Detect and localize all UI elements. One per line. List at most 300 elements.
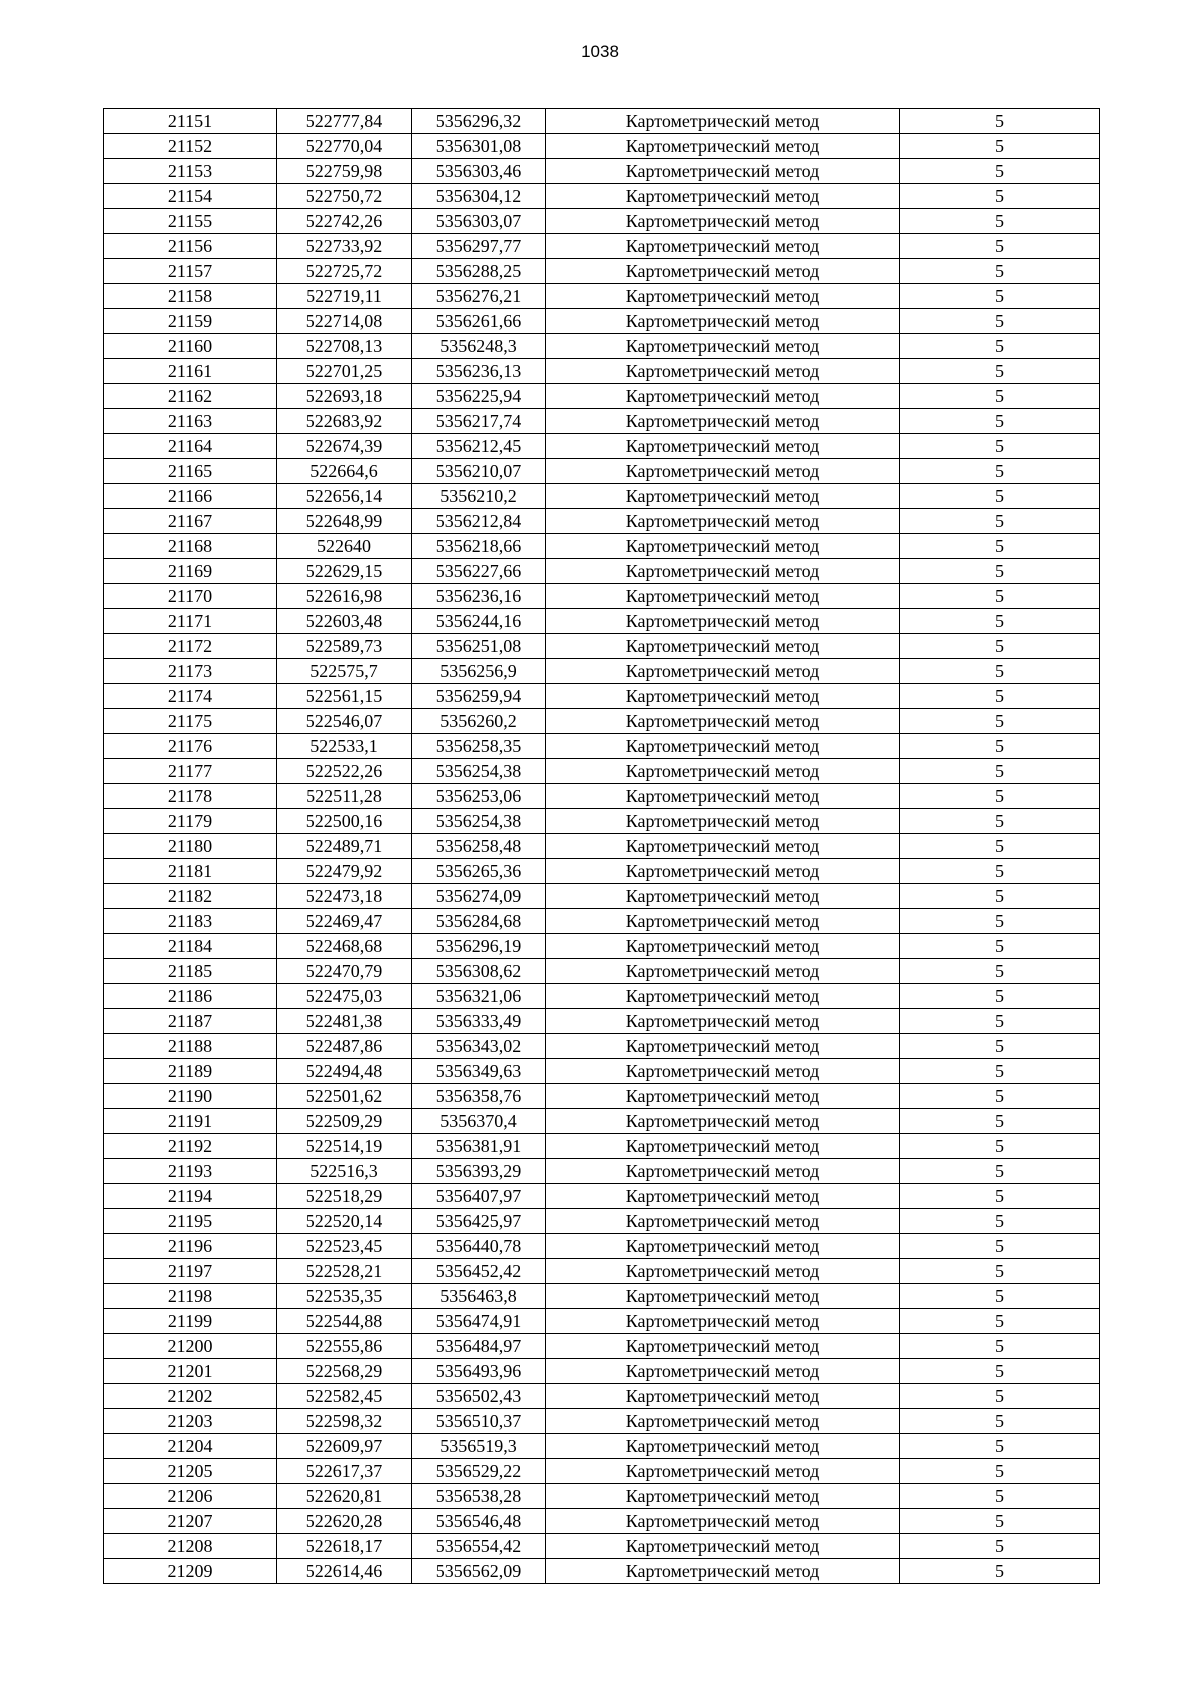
point-number-cell: 21185	[104, 959, 277, 984]
method-cell: Картометрический метод	[546, 234, 900, 259]
y-coordinate-cell: 5356452,42	[412, 1259, 546, 1284]
coordinates-table	[103, 108, 1100, 1584]
method-cell: Картометрический метод	[546, 684, 900, 709]
table-row	[104, 934, 1100, 959]
table-row	[104, 484, 1100, 509]
accuracy-cell: 5	[900, 1309, 1100, 1334]
x-coordinate-cell: 522535,35	[277, 1284, 412, 1309]
table-row	[104, 1484, 1100, 1509]
accuracy-cell: 5	[900, 1334, 1100, 1359]
table-row	[104, 284, 1100, 309]
table-row	[104, 359, 1100, 384]
point-number-cell: 21160	[104, 334, 277, 359]
x-coordinate-cell: 522614,46	[277, 1559, 412, 1584]
point-number-cell: 21173	[104, 659, 277, 684]
y-coordinate-cell: 5356502,43	[412, 1384, 546, 1409]
accuracy-cell: 5	[900, 1009, 1100, 1034]
point-number-cell: 21178	[104, 784, 277, 809]
accuracy-cell: 5	[900, 1109, 1100, 1134]
method-cell: Картометрический метод	[546, 634, 900, 659]
x-coordinate-cell: 522470,79	[277, 959, 412, 984]
method-cell: Картометрический метод	[546, 609, 900, 634]
x-coordinate-cell: 522674,39	[277, 434, 412, 459]
point-number-cell: 21190	[104, 1084, 277, 1109]
accuracy-cell: 5	[900, 134, 1100, 159]
table-row	[104, 1034, 1100, 1059]
table-row	[104, 409, 1100, 434]
point-number-cell: 21187	[104, 1009, 277, 1034]
y-coordinate-cell: 5356288,25	[412, 259, 546, 284]
y-coordinate-cell: 5356284,68	[412, 909, 546, 934]
point-number-cell: 21191	[104, 1109, 277, 1134]
x-coordinate-cell: 522714,08	[277, 309, 412, 334]
accuracy-cell: 5	[900, 1559, 1100, 1584]
coordinates-table-body	[104, 109, 1100, 1584]
accuracy-cell: 5	[900, 1084, 1100, 1109]
accuracy-cell: 5	[900, 1234, 1100, 1259]
table-row	[104, 684, 1100, 709]
table-row	[104, 1459, 1100, 1484]
table-row	[104, 884, 1100, 909]
x-coordinate-cell: 522475,03	[277, 984, 412, 1009]
table-row	[104, 259, 1100, 284]
x-coordinate-cell: 522750,72	[277, 184, 412, 209]
accuracy-cell: 5	[900, 409, 1100, 434]
point-number-cell: 21176	[104, 734, 277, 759]
y-coordinate-cell: 5356217,74	[412, 409, 546, 434]
accuracy-cell: 5	[900, 1259, 1100, 1284]
y-coordinate-cell: 5356236,16	[412, 584, 546, 609]
table-row	[104, 1284, 1100, 1309]
point-number-cell: 21170	[104, 584, 277, 609]
method-cell: Картометрический метод	[546, 384, 900, 409]
accuracy-cell: 5	[900, 1159, 1100, 1184]
x-coordinate-cell: 522777,84	[277, 109, 412, 134]
method-cell: Картометрический метод	[546, 1234, 900, 1259]
y-coordinate-cell: 5356210,2	[412, 484, 546, 509]
table-row	[104, 434, 1100, 459]
table-row	[104, 1159, 1100, 1184]
table-row	[104, 234, 1100, 259]
x-coordinate-cell: 522708,13	[277, 334, 412, 359]
point-number-cell: 21209	[104, 1559, 277, 1584]
y-coordinate-cell: 5356251,08	[412, 634, 546, 659]
x-coordinate-cell: 522489,71	[277, 834, 412, 859]
accuracy-cell: 5	[900, 509, 1100, 534]
method-cell: Картометрический метод	[546, 1484, 900, 1509]
x-coordinate-cell: 522555,86	[277, 1334, 412, 1359]
method-cell: Картометрический метод	[546, 1384, 900, 1409]
y-coordinate-cell: 5356265,36	[412, 859, 546, 884]
method-cell: Картометрический метод	[546, 1334, 900, 1359]
table-row	[104, 609, 1100, 634]
method-cell: Картометрический метод	[546, 209, 900, 234]
y-coordinate-cell: 5356304,12	[412, 184, 546, 209]
accuracy-cell: 5	[900, 709, 1100, 734]
point-number-cell: 21165	[104, 459, 277, 484]
accuracy-cell: 5	[900, 734, 1100, 759]
point-number-cell: 21157	[104, 259, 277, 284]
x-coordinate-cell: 522759,98	[277, 159, 412, 184]
table-row	[104, 634, 1100, 659]
point-number-cell: 21181	[104, 859, 277, 884]
accuracy-cell: 5	[900, 234, 1100, 259]
y-coordinate-cell: 5356212,84	[412, 509, 546, 534]
point-number-cell: 21179	[104, 809, 277, 834]
y-coordinate-cell: 5356254,38	[412, 759, 546, 784]
x-coordinate-cell: 522487,86	[277, 1034, 412, 1059]
table-row	[104, 809, 1100, 834]
point-number-cell: 21168	[104, 534, 277, 559]
x-coordinate-cell: 522770,04	[277, 134, 412, 159]
y-coordinate-cell: 5356218,66	[412, 534, 546, 559]
x-coordinate-cell: 522533,1	[277, 734, 412, 759]
y-coordinate-cell: 5356546,48	[412, 1509, 546, 1534]
y-coordinate-cell: 5356254,38	[412, 809, 546, 834]
y-coordinate-cell: 5356343,02	[412, 1034, 546, 1059]
accuracy-cell: 5	[900, 1284, 1100, 1309]
x-coordinate-cell: 522518,29	[277, 1184, 412, 1209]
method-cell: Картометрический метод	[546, 1534, 900, 1559]
table-row	[104, 1059, 1100, 1084]
accuracy-cell: 5	[900, 459, 1100, 484]
point-number-cell: 21202	[104, 1384, 277, 1409]
y-coordinate-cell: 5356303,07	[412, 209, 546, 234]
table-row	[104, 209, 1100, 234]
accuracy-cell: 5	[900, 1384, 1100, 1409]
method-cell: Картометрический метод	[546, 1034, 900, 1059]
method-cell: Картометрический метод	[546, 334, 900, 359]
table-row	[104, 1334, 1100, 1359]
method-cell: Картометрический метод	[546, 1059, 900, 1084]
method-cell: Картометрический метод	[546, 1409, 900, 1434]
point-number-cell: 21183	[104, 909, 277, 934]
point-number-cell: 21204	[104, 1434, 277, 1459]
method-cell: Картометрический метод	[546, 1434, 900, 1459]
y-coordinate-cell: 5356381,91	[412, 1134, 546, 1159]
x-coordinate-cell: 522742,26	[277, 209, 412, 234]
accuracy-cell: 5	[900, 1034, 1100, 1059]
table-row	[104, 834, 1100, 859]
y-coordinate-cell: 5356303,46	[412, 159, 546, 184]
x-coordinate-cell: 522546,07	[277, 709, 412, 734]
method-cell: Картометрический метод	[546, 1259, 900, 1284]
x-coordinate-cell: 522609,97	[277, 1434, 412, 1459]
point-number-cell: 21197	[104, 1259, 277, 1284]
point-number-cell: 21175	[104, 709, 277, 734]
x-coordinate-cell: 522598,32	[277, 1409, 412, 1434]
x-coordinate-cell: 522523,45	[277, 1234, 412, 1259]
table-row	[104, 584, 1100, 609]
x-coordinate-cell: 522522,26	[277, 759, 412, 784]
y-coordinate-cell: 5356236,13	[412, 359, 546, 384]
accuracy-cell: 5	[900, 784, 1100, 809]
method-cell: Картометрический метод	[546, 1209, 900, 1234]
method-cell: Картометрический метод	[546, 1559, 900, 1584]
point-number-cell: 21186	[104, 984, 277, 1009]
accuracy-cell: 5	[900, 834, 1100, 859]
table-row	[104, 1259, 1100, 1284]
method-cell: Картометрический метод	[546, 984, 900, 1009]
y-coordinate-cell: 5356256,9	[412, 659, 546, 684]
x-coordinate-cell: 522648,99	[277, 509, 412, 534]
point-number-cell: 21155	[104, 209, 277, 234]
x-coordinate-cell: 522494,48	[277, 1059, 412, 1084]
accuracy-cell: 5	[900, 1509, 1100, 1534]
x-coordinate-cell: 522693,18	[277, 384, 412, 409]
y-coordinate-cell: 5356258,35	[412, 734, 546, 759]
x-coordinate-cell: 522469,47	[277, 909, 412, 934]
table-row	[104, 709, 1100, 734]
table-row	[104, 909, 1100, 934]
accuracy-cell: 5	[900, 884, 1100, 909]
method-cell: Картометрический метод	[546, 534, 900, 559]
y-coordinate-cell: 5356244,16	[412, 609, 546, 634]
y-coordinate-cell: 5356212,45	[412, 434, 546, 459]
method-cell: Картометрический метод	[546, 934, 900, 959]
table-row	[104, 309, 1100, 334]
table-row	[104, 1209, 1100, 1234]
method-cell: Картометрический метод	[546, 1459, 900, 1484]
table-row	[104, 1509, 1100, 1534]
method-cell: Картометрический метод	[546, 1509, 900, 1534]
point-number-cell: 21207	[104, 1509, 277, 1534]
x-coordinate-cell: 522481,38	[277, 1009, 412, 1034]
x-coordinate-cell: 522683,92	[277, 409, 412, 434]
y-coordinate-cell: 5356276,21	[412, 284, 546, 309]
y-coordinate-cell: 5356258,48	[412, 834, 546, 859]
table-row	[104, 1409, 1100, 1434]
x-coordinate-cell: 522603,48	[277, 609, 412, 634]
method-cell: Картометрический метод	[546, 259, 900, 284]
point-number-cell: 21161	[104, 359, 277, 384]
page-number: 1038	[581, 42, 619, 61]
table-row	[104, 1359, 1100, 1384]
x-coordinate-cell: 522501,62	[277, 1084, 412, 1109]
y-coordinate-cell: 5356440,78	[412, 1234, 546, 1259]
y-coordinate-cell: 5356425,97	[412, 1209, 546, 1234]
accuracy-cell: 5	[900, 1484, 1100, 1509]
table-row	[104, 1134, 1100, 1159]
y-coordinate-cell: 5356253,06	[412, 784, 546, 809]
point-number-cell: 21166	[104, 484, 277, 509]
point-number-cell: 21199	[104, 1309, 277, 1334]
accuracy-cell: 5	[900, 1409, 1100, 1434]
accuracy-cell: 5	[900, 659, 1100, 684]
method-cell: Картометрический метод	[546, 459, 900, 484]
accuracy-cell: 5	[900, 159, 1100, 184]
table-row	[104, 509, 1100, 534]
method-cell: Картометрический метод	[546, 759, 900, 784]
point-number-cell: 21184	[104, 934, 277, 959]
x-coordinate-cell: 522479,92	[277, 859, 412, 884]
x-coordinate-cell: 522589,73	[277, 634, 412, 659]
accuracy-cell: 5	[900, 1534, 1100, 1559]
table-row	[104, 1084, 1100, 1109]
x-coordinate-cell: 522701,25	[277, 359, 412, 384]
table-row	[104, 109, 1100, 134]
table-row	[104, 459, 1100, 484]
accuracy-cell: 5	[900, 309, 1100, 334]
point-number-cell: 21200	[104, 1334, 277, 1359]
y-coordinate-cell: 5356463,8	[412, 1284, 546, 1309]
method-cell: Картометрический метод	[546, 1084, 900, 1109]
point-number-cell: 21182	[104, 884, 277, 909]
table-row	[104, 334, 1100, 359]
x-coordinate-cell: 522618,17	[277, 1534, 412, 1559]
point-number-cell: 21156	[104, 234, 277, 259]
method-cell: Картометрический метод	[546, 1184, 900, 1209]
point-number-cell: 21193	[104, 1159, 277, 1184]
accuracy-cell: 5	[900, 284, 1100, 309]
table-row	[104, 1109, 1100, 1134]
y-coordinate-cell: 5356370,4	[412, 1109, 546, 1134]
x-coordinate-cell: 522568,29	[277, 1359, 412, 1384]
accuracy-cell: 5	[900, 1059, 1100, 1084]
method-cell: Картометрический метод	[546, 659, 900, 684]
accuracy-cell: 5	[900, 809, 1100, 834]
point-number-cell: 21205	[104, 1459, 277, 1484]
accuracy-cell: 5	[900, 909, 1100, 934]
x-coordinate-cell: 522561,15	[277, 684, 412, 709]
accuracy-cell: 5	[900, 1459, 1100, 1484]
y-coordinate-cell: 5356259,94	[412, 684, 546, 709]
point-number-cell: 21163	[104, 409, 277, 434]
table-row	[104, 1559, 1100, 1584]
y-coordinate-cell: 5356358,76	[412, 1084, 546, 1109]
accuracy-cell: 5	[900, 984, 1100, 1009]
method-cell: Картометрический метод	[546, 134, 900, 159]
table-row	[104, 134, 1100, 159]
accuracy-cell: 5	[900, 1434, 1100, 1459]
y-coordinate-cell: 5356554,42	[412, 1534, 546, 1559]
accuracy-cell: 5	[900, 334, 1100, 359]
table-row	[104, 959, 1100, 984]
table-row	[104, 1534, 1100, 1559]
x-coordinate-cell: 522500,16	[277, 809, 412, 834]
y-coordinate-cell: 5356227,66	[412, 559, 546, 584]
accuracy-cell: 5	[900, 684, 1100, 709]
accuracy-cell: 5	[900, 259, 1100, 284]
accuracy-cell: 5	[900, 209, 1100, 234]
y-coordinate-cell: 5356260,2	[412, 709, 546, 734]
accuracy-cell: 5	[900, 934, 1100, 959]
point-number-cell: 21189	[104, 1059, 277, 1084]
method-cell: Картометрический метод	[546, 434, 900, 459]
point-number-cell: 21196	[104, 1234, 277, 1259]
x-coordinate-cell: 522719,11	[277, 284, 412, 309]
accuracy-cell: 5	[900, 634, 1100, 659]
y-coordinate-cell: 5356248,3	[412, 334, 546, 359]
point-number-cell: 21201	[104, 1359, 277, 1384]
method-cell: Картометрический метод	[546, 559, 900, 584]
x-coordinate-cell: 522511,28	[277, 784, 412, 809]
x-coordinate-cell: 522520,14	[277, 1209, 412, 1234]
table-row	[104, 1384, 1100, 1409]
method-cell: Картометрический метод	[546, 884, 900, 909]
method-cell: Картометрический метод	[546, 1109, 900, 1134]
method-cell: Картометрический метод	[546, 159, 900, 184]
point-number-cell: 21167	[104, 509, 277, 534]
accuracy-cell: 5	[900, 1359, 1100, 1384]
method-cell: Картометрический метод	[546, 709, 900, 734]
table-row	[104, 784, 1100, 809]
accuracy-cell: 5	[900, 559, 1100, 584]
y-coordinate-cell: 5356297,77	[412, 234, 546, 259]
table-row	[104, 759, 1100, 784]
method-cell: Картометрический метод	[546, 1159, 900, 1184]
x-coordinate-cell: 522473,18	[277, 884, 412, 909]
point-number-cell: 21198	[104, 1284, 277, 1309]
table-row	[104, 559, 1100, 584]
method-cell: Картометрический метод	[546, 284, 900, 309]
method-cell: Картометрический метод	[546, 809, 900, 834]
method-cell: Картометрический метод	[546, 734, 900, 759]
accuracy-cell: 5	[900, 359, 1100, 384]
y-coordinate-cell: 5356484,97	[412, 1334, 546, 1359]
point-number-cell: 21195	[104, 1209, 277, 1234]
y-coordinate-cell: 5356474,91	[412, 1309, 546, 1334]
point-number-cell: 21158	[104, 284, 277, 309]
point-number-cell: 21154	[104, 184, 277, 209]
method-cell: Картометрический метод	[546, 584, 900, 609]
x-coordinate-cell: 522516,3	[277, 1159, 412, 1184]
y-coordinate-cell: 5356210,07	[412, 459, 546, 484]
y-coordinate-cell: 5356562,09	[412, 1559, 546, 1584]
method-cell: Картометрический метод	[546, 1134, 900, 1159]
y-coordinate-cell: 5356274,09	[412, 884, 546, 909]
y-coordinate-cell: 5356333,49	[412, 1009, 546, 1034]
y-coordinate-cell: 5356538,28	[412, 1484, 546, 1509]
point-number-cell: 21159	[104, 309, 277, 334]
table-row	[104, 859, 1100, 884]
point-number-cell: 21171	[104, 609, 277, 634]
accuracy-cell: 5	[900, 1184, 1100, 1209]
method-cell: Картометрический метод	[546, 509, 900, 534]
method-cell: Картометрический метод	[546, 1309, 900, 1334]
table-row	[104, 159, 1100, 184]
accuracy-cell: 5	[900, 434, 1100, 459]
point-number-cell: 21151	[104, 109, 277, 134]
point-number-cell: 21162	[104, 384, 277, 409]
method-cell: Картометрический метод	[546, 834, 900, 859]
accuracy-cell: 5	[900, 859, 1100, 884]
method-cell: Картометрический метод	[546, 409, 900, 434]
method-cell: Картометрический метод	[546, 859, 900, 884]
table-row	[104, 1234, 1100, 1259]
x-coordinate-cell: 522616,98	[277, 584, 412, 609]
x-coordinate-cell: 522509,29	[277, 1109, 412, 1134]
point-number-cell: 21153	[104, 159, 277, 184]
y-coordinate-cell: 5356493,96	[412, 1359, 546, 1384]
accuracy-cell: 5	[900, 109, 1100, 134]
x-coordinate-cell: 522656,14	[277, 484, 412, 509]
table-row	[104, 659, 1100, 684]
table-row	[104, 1434, 1100, 1459]
method-cell: Картометрический метод	[546, 909, 900, 934]
method-cell: Картометрический метод	[546, 484, 900, 509]
y-coordinate-cell: 5356349,63	[412, 1059, 546, 1084]
point-number-cell: 21174	[104, 684, 277, 709]
y-coordinate-cell: 5356529,22	[412, 1459, 546, 1484]
table-row	[104, 734, 1100, 759]
x-coordinate-cell: 522528,21	[277, 1259, 412, 1284]
method-cell: Картометрический метод	[546, 1359, 900, 1384]
accuracy-cell: 5	[900, 959, 1100, 984]
method-cell: Картометрический метод	[546, 109, 900, 134]
point-number-cell: 21206	[104, 1484, 277, 1509]
point-number-cell: 21169	[104, 559, 277, 584]
